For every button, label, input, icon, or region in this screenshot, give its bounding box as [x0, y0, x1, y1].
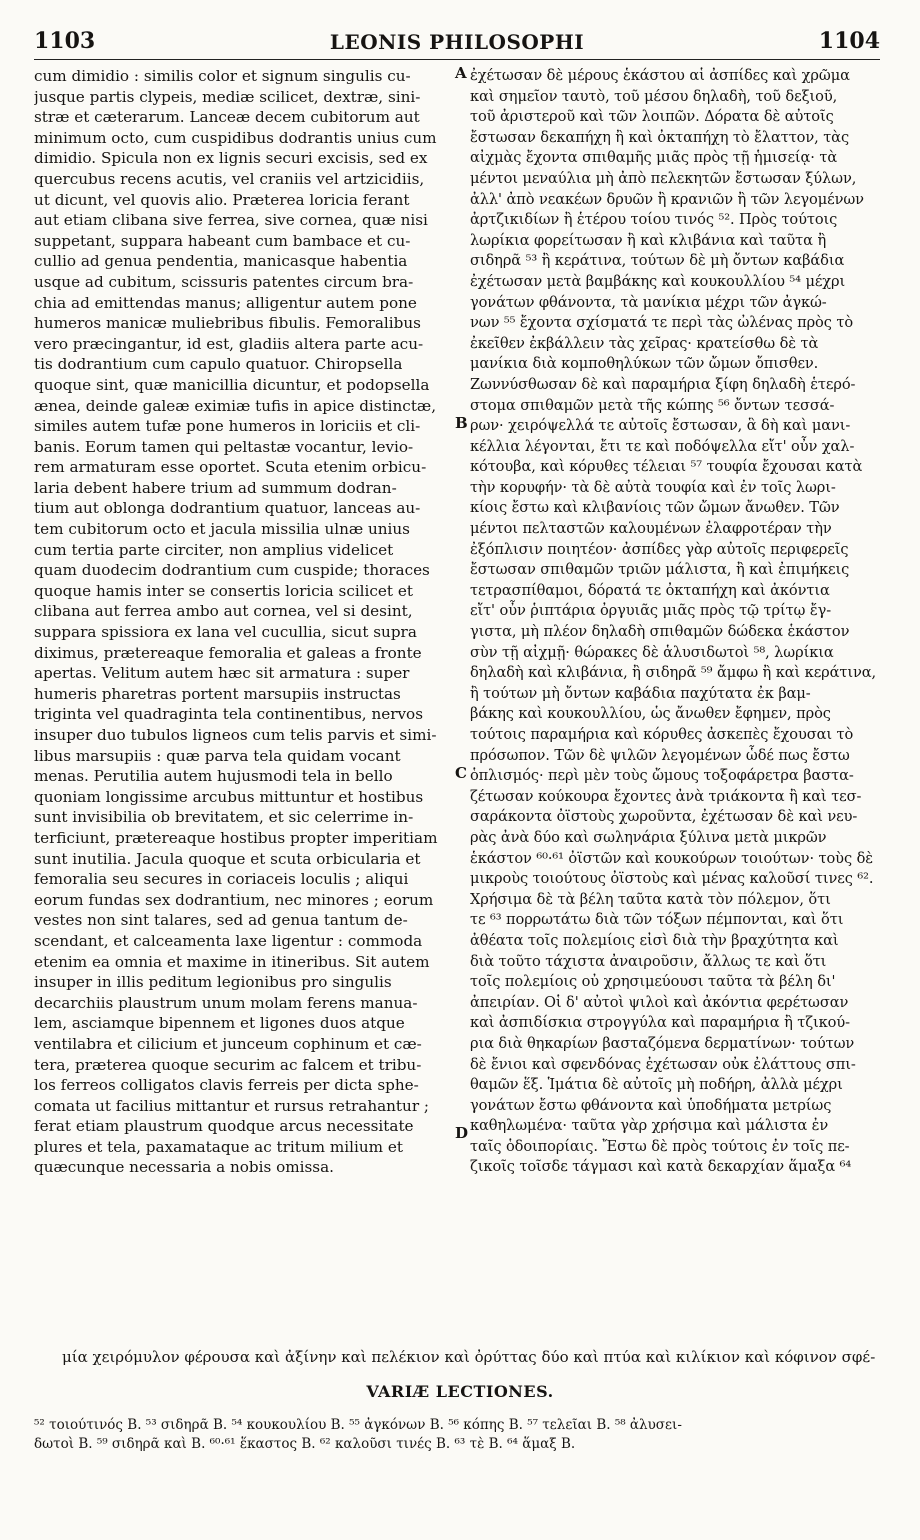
text-line: suppara spissiora ex lana vel cucullia, sicut supra	[34, 623, 417, 642]
text-line: μέντοι πελταστῶν καλουμένων ἐλαφροτέραν τὴν	[470, 520, 832, 538]
text-line: clibana aut ferrea ambo aut cornea, vel si desint,	[34, 602, 413, 621]
text-line: ἔστωσαν σπιθαμῶν τριῶν μάλιστα, ἢ καὶ ἐπιμήκεις	[470, 561, 850, 579]
section-marker-a: A	[455, 64, 467, 82]
text-line: vero præcingantur, id est, gladiis altera parte acu-	[34, 334, 424, 353]
text-line: ut dicunt, vel quovis alio. Præterea loricia ferant	[34, 190, 410, 209]
text-line: ἀλλ' ἀπὸ νεακέων δρυῶν ἢ κρανιῶν ἢ τῶν λεγομένων	[470, 190, 864, 208]
text-line: banis. Eorum tamen qui peltastæ vocantur, levio-	[34, 437, 414, 456]
text-line: Ζωννύσθωσαν δὲ καὶ παραμήρια ξίφη δηλαδὴ ἑτερό-	[470, 375, 856, 393]
text-line: stræ et cæterarum. Lanceæ decem cubitorum aut	[34, 108, 420, 127]
text-line: femoralia seu secures in coriaceis loculis ; aliqui	[34, 870, 409, 889]
text-line: terficiunt, prætereaque hostibus propter imperitiam	[34, 828, 438, 847]
text-line: σιδηρᾶ ⁵³ ἢ κεράτινα, τούτων δὲ μὴ ὄντων καβάδια	[470, 252, 845, 270]
text-line: καὶ σημεῖον ταυτὸ, τοῦ μέσου δηλαδὴ, τοῦ δεξιοῦ,	[470, 87, 838, 105]
text-line: ρων· χειρόψελλά τε αὐτοῖς ἔστωσαν, ἃ δὴ καὶ μανι-	[470, 417, 851, 435]
latin-column	[34, 66, 454, 1178]
full-width-greek-line: μία χειρόμυλον φέρουσα καὶ ἀξίνην καὶ πελέκιον καὶ ὀρύττας δύο καὶ πτύα καὶ κιλίκιον καὶ κόφινον σφέ-	[62, 1348, 876, 1366]
text-line: aut etiam clibana sive ferrea, sive cornea, quæ nisi	[34, 211, 428, 230]
text-line: γιστα, μὴ πλέον δηλαδὴ σπιθαμῶν δώδεκα ἑκάστον	[470, 623, 850, 641]
text-line: usque ad cubitum, scissuris patentes circum bra-	[34, 272, 414, 291]
text-line: jusque partis clypeis, mediæ scilicet, dextræ, sini-	[34, 87, 421, 106]
text-line: ρὰς ἀνὰ δύο καὶ σωληνάρια ξύλινα μετὰ μικρῶν	[470, 828, 827, 846]
text-line: ἀθέατα τοῖς πολεμίοις εἰσὶ διὰ τὴν βραχύτητα καὶ	[470, 931, 839, 949]
text-line: τε ⁶³ πορρωτάτω διὰ τῶν τόξων πέμπονται, καὶ ὅτι	[470, 911, 844, 929]
text-line: σαράκοντα ὀϊστοὺς χωροῦντα, ἐχέτωσαν δὲ καὶ νευ-	[470, 808, 858, 826]
text-line: cullio ad genua pendentia, manicasque habentia	[34, 252, 408, 271]
text-line: eorum fundas sex dodrantium, nec minores ; eorum	[34, 890, 434, 909]
text-line: minimum octo, cum cuspidibus dodrantis unius cum	[34, 128, 437, 147]
text-line: insuper in illis peditum legionibus pro singulis	[34, 973, 392, 992]
text-line: decarchiis plaustrum unum molam ferens manua-	[34, 993, 418, 1012]
text-line: suppetant, suppara habeant cum bambace et cu-	[34, 231, 411, 250]
text-line: etenim ea omnia et maxime in itineribus. Sit autem	[34, 952, 430, 971]
text-line: laria debent habere trium ad summum dodran-	[34, 478, 397, 497]
text-line: ἐκεῖθεν ἐκβάλλειν τὰς χεῖρας· κρατείσθω δὲ τὰ	[470, 334, 819, 352]
text-line: ἢ τούτων μὴ ὄντων καβάδια παχύτατα ἐκ βαμ-	[470, 684, 811, 702]
text-line: quercubus recens acutis, vel craniis vel artzicidiis,	[34, 169, 425, 188]
text-line: insuper duo tubulos ligneos cum telis parvis et simi-	[34, 726, 437, 744]
text-line: εἴτ' οὖν ῥιπτάρια ὀργυιᾶς μιᾶς πρὸς τῷ τρίτῳ ἔγ-	[470, 602, 832, 620]
text-line: ρια διὰ θηκαρίων βασταζόμενα δερματίνων· τούτων	[470, 1034, 855, 1052]
text-line: plures et tela, paxamataque ac tritum milium et	[34, 1137, 403, 1156]
text-line: γονάτων φθάνοντα, τὰ μανίκια μέχρι τῶν ἀγκώ-	[470, 293, 827, 311]
text-line: πρόσωπον. Τῶν δὲ ψιλῶν λεγομένων ὧδέ πως ἔστω	[470, 746, 850, 764]
text-line: cum tertia parte circiter, non amplius videlicet	[34, 540, 394, 559]
text-line: vestes non sint talares, sed ad genua tantum de-	[34, 911, 408, 930]
section-marker-d: D	[455, 1124, 469, 1142]
variae-lectiones-notes	[34, 1416, 880, 1454]
text-line: quoniam longissime arcubus mittuntur et hostibus	[34, 787, 424, 806]
text-line: κέλλια λέγονται, ἔτι τε καὶ ποδόψελλα εἴτ' οὖν χαλ-	[470, 437, 855, 455]
text-line: rem armaturam esse oportet. Scuta etenim orbicu-	[34, 458, 427, 477]
text-line: triginta vel quadraginta tela continentibus, nervos	[34, 705, 423, 724]
greek-column	[470, 66, 880, 1178]
text-line: σὺν τῇ αἰχμῇ· θώρακες δὲ ἁλυσιδωτοὶ ⁵⁸, λωρίκια	[470, 643, 834, 661]
text-line: κότουβα, καὶ κόρυθες τέλειαι ⁵⁷ τουφία ἔχουσαι κατὰ	[470, 458, 863, 476]
text-line: ζικοῖς τοῖσδε τάγμασι καὶ κατὰ δεκαρχίαν ἅμαξα ⁶⁴	[470, 1158, 852, 1176]
text-line: ζέτωσαν κούκουρα ἔχοντες ἀνὰ τριάκοντα ἢ καὶ τεσ-	[470, 787, 862, 805]
text-line: ἐξόπλισιν ποιητέον· ἀσπίδες γὰρ αὐτοῖς περιφερεῖς	[470, 540, 849, 558]
text-line: similes autem tufæ pone humeros in loriciis et cli-	[34, 417, 421, 436]
text-line: sunt inutilia. Jacula quoque et scuta orbicularia et	[34, 849, 421, 868]
text-line: cum dimidio : similis color et signum singulis cu-	[34, 67, 411, 85]
text-line: στομα σπιθαμῶν μετὰ τῆς κώπης ⁵⁶ ὄντων τεσσά-	[470, 396, 835, 414]
text-line: βάκης καὶ κουκουλλίου, ὡς ἄνωθεν ἔφημεν, πρὸς	[470, 705, 831, 723]
text-line: δηλαδὴ καὶ κλιβάνια, ἢ σιδηρᾶ ⁵⁹ ἄμφω ἢ καὶ κεράτινα,	[470, 664, 877, 682]
text-line: los ferreos colligatos clavis ferreis per dicta sphe-	[34, 1076, 419, 1095]
text-line: quoque sint, quæ manicillia dicuntur, et podopsella	[34, 375, 430, 394]
text-line: quæcunque necessaria a nobis omissa.	[34, 1158, 334, 1177]
running-title: LEONIS PHILOSOPHI	[329, 30, 585, 54]
text-line: αἰχμὰς ἔχοντα σπιθαμῆς μιᾶς πρὸς τῇ ἡμισείᾳ· τὰ	[470, 149, 838, 167]
text-line: ὁπλισμός· περὶ μὲν τοὺς ὤμους τοξοφάρετρα βαστα-	[470, 767, 854, 785]
text-line: tium aut oblonga dodrantium quatuor, lanceas au-	[34, 499, 421, 518]
section-marker-b: B	[455, 414, 468, 432]
text-line: μέντοι μεναύλια μὴ ἀπὸ πελεκητῶν ἔστωσαν ξύλων,	[470, 169, 857, 187]
page-header	[34, 28, 880, 62]
text-line: ventilabra et cilicium et junceum cophinum et cæ-	[34, 1034, 422, 1053]
text-line: καθηλωμένα· ταῦτα γὰρ χρήσιμα καὶ μάλιστα ἐν	[470, 1117, 829, 1135]
text-line: sunt invisibilia ob brevitatem, et sic celerrime in-	[34, 808, 414, 827]
text-line: διὰ τοῦτο τάχιστα ἀναιροῦσιν, ἄλλως τε καὶ ὅτι	[470, 952, 827, 970]
page-number-left: 1103	[34, 28, 96, 54]
text-line: ἐχέτωσαν δὲ μέρους ἑκάστου αἱ ἀσπίδες καὶ χρῶμα	[470, 67, 850, 84]
text-line: chia ad emittendas manus; alligentur autem pone	[34, 293, 417, 312]
text-line: ferat etiam plaustrum quodque arcus necessitate	[34, 1117, 414, 1136]
header-rule	[34, 59, 880, 60]
text-line: dimidio. Spicula non ex lignis securi excisis, sed ex	[34, 149, 428, 168]
text-line: scendant, et calceamenta laxe ligentur : commoda	[34, 931, 423, 950]
text-line: τοῖς πολεμίοις οὐ χρησιμεύουσι ταῦτα τὰ βέλη δι'	[470, 973, 836, 991]
text-line: τοῦ ἀριστεροῦ καὶ τῶν λοιπῶν. Δόρατα δὲ αὐτοῖς	[470, 108, 834, 126]
variant-note-line: δωτοὶ B. ⁵⁹ σιδηρᾶ καὶ B. ⁶⁰·⁶¹ ἕκαστος B. ⁶² καλοῦσι τινές B. ⁶³ τὲ B. ⁶⁴ ἅμαξ B.	[34, 1436, 576, 1452]
text-line: μανίκια διὰ κομποθηλύκων τῶν ὤμων ὄπισθεν.	[470, 355, 819, 373]
text-line: καὶ ἀσπιδίσκια στρογγύλα καὶ παραμήρια ἢ τζικού-	[470, 1014, 850, 1032]
text-line: τετρασπίθαμοι, δόρατά τε ὀκταπήχη καὶ ἀκόντια	[470, 581, 830, 599]
text-line: ἀπειρίαν. Οἱ δ' αὐτοὶ ψιλοὶ καὶ ἀκόντια φερέτωσαν	[470, 993, 849, 1011]
page-number-right: 1104	[818, 28, 880, 54]
text-line: νων ⁵⁵ ἔχοντα σχίσματά τε περὶ τὰς ὠλένας πρὸς τὸ	[470, 314, 854, 332]
variae-lectiones-title: VARIÆ LECTIONES.	[366, 1382, 554, 1401]
text-line: quoque hamis inter se consertis loricia scilicet et	[34, 581, 413, 600]
text-line: λωρίκια φορείτωσαν ἢ καὶ κλιβάνια καὶ ταῦτα ἢ	[470, 231, 827, 249]
text-line: lem, asciamque bipennem et ligones duos atque	[34, 1014, 405, 1033]
text-line: τούτοις παραμήρια καὶ κόρυθες ἀσκεπὲς ἔχουσαι τὸ	[470, 726, 854, 743]
text-line: ἀρτζικιδίων ἢ ἑτέρου τοίου τινός ⁵². Πρὸς τούτοις	[470, 211, 838, 229]
text-line: δὲ ἔνιοι καὶ σφενδόνας ἐχέτωσαν οὐκ ἐλάττους σπι-	[470, 1055, 856, 1073]
text-line: tem cubitorum octo et jacula missilia ulnæ unius	[34, 520, 410, 539]
text-line: humeros manicæ muliebribus fibulis. Femoralibus	[34, 314, 421, 333]
text-line: libus marsupiis : quæ parva tela quidam vocant	[34, 746, 401, 765]
text-line: quam duodecim dodrantium cum cuspide; thoraces	[34, 561, 430, 580]
text-line: Χρήσιμα δὲ τὰ βέλη ταῦτα κατὰ τὸν πόλεμον, ὅτι	[470, 890, 831, 908]
text-line: τὴν κορυφήν· τὰ δὲ αὐτὰ τουφία καὶ ἐν τοῖς λωρι-	[470, 478, 836, 496]
section-marker-c: C	[455, 764, 467, 782]
text-line: tis dodrantium cum capulo quatuor. Chiropsella	[34, 355, 403, 374]
text-line: ἐχέτωσαν μετὰ βαμβάκης καὶ κουκουλλίου ⁵⁴ μέχρι	[470, 272, 846, 290]
text-line: tera, præterea quoque securim ac falcem et tribu-	[34, 1055, 422, 1074]
text-line: ænea, deinde galeæ eximiæ tufis in apice distinctæ,	[34, 396, 437, 415]
text-line: μικροὺς τοιούτους ὀϊστοὺς καὶ μένας καλοῦσί τινες ⁶².	[470, 870, 874, 888]
text-line: γονάτων ἔστω φθάνοντα καὶ ὑποδήματα μετρίως	[470, 1096, 832, 1114]
text-line: θαμῶν ἕξ. Ἱμάτια δὲ αὐτοῖς μὴ ποδήρη, ἀλλὰ μέχρι	[470, 1076, 843, 1094]
text-line: comata ut facilius mittantur et rursus retrahantur ;	[34, 1096, 430, 1115]
text-line: apertas. Velitum autem hæc sit armatura : super	[34, 664, 410, 683]
text-line: ἑκάστον ⁶⁰·⁶¹ ὀϊστῶν καὶ κουκούρων τοιούτων· τοὺς δὲ	[470, 849, 873, 867]
text-line: ταῖς ὁδοιπορίαις. Ἔστω δὲ πρὸς τούτοις ἐν τοῖς πε-	[470, 1137, 850, 1155]
text-line: diximus, prætereaque femoralia et galeas a fronte	[34, 643, 422, 662]
variant-note-line: ⁵² τοιούτινός B. ⁵³ σιδηρᾶ B. ⁵⁴ κουκουλίου B. ⁵⁵ ἀγκόνων B. ⁵⁶ κόπης B. ⁵⁷ τελεῖαι B. ⁵⁸ ἀλυσει-	[34, 1417, 682, 1433]
text-line: menas. Perutilia autem hujusmodi tela in bello	[34, 767, 393, 786]
text-line: humeris pharetras portent marsupiis instructas	[34, 684, 401, 703]
text-line: ἔστωσαν δεκαπήχη ἢ καὶ ὀκταπήχη τὸ ἔλαττον, τὰς	[470, 128, 850, 146]
text-line: κίοις ἔστω καὶ κλιβανίοις τῶν ὤμων ἄνωθεν. Τῶν	[470, 499, 840, 517]
